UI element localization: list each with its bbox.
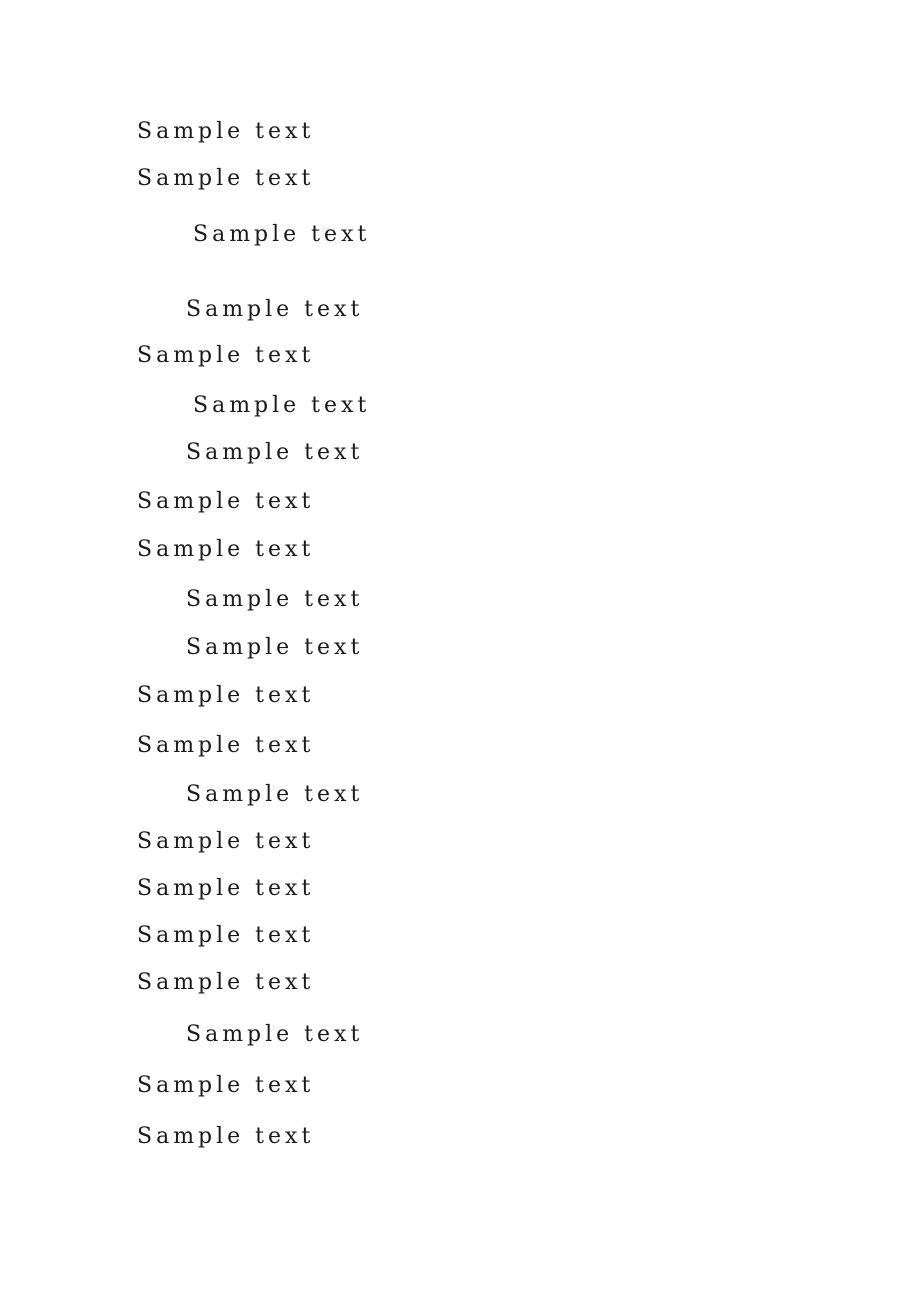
paragraph-line: Sample text xyxy=(186,440,364,465)
paragraph-line: Sample text xyxy=(137,876,315,901)
section-heading: Sample text xyxy=(193,393,371,418)
paragraph-line: Sample text xyxy=(137,733,315,758)
paragraph-line: Sample text xyxy=(137,923,315,948)
paragraph-line: Sample text xyxy=(137,970,315,995)
section-heading: Sample text xyxy=(186,587,364,612)
section-heading: Sample text xyxy=(193,222,371,247)
paragraph-line: Sample text xyxy=(137,537,315,562)
paragraph-line: Sample text xyxy=(137,829,315,854)
paragraph-line: Sample text xyxy=(137,119,315,144)
paragraph-line: Sample text xyxy=(137,1124,315,1149)
paragraph-line: Sample text xyxy=(137,683,315,708)
paragraph-line: Sample text xyxy=(137,489,315,514)
paragraph-line: Sample text xyxy=(137,1073,315,1098)
paragraph-line: Sample text xyxy=(137,166,315,191)
paragraph-line: Sample text xyxy=(137,343,315,368)
paragraph-line: Sample text xyxy=(186,635,364,660)
paragraph-line: Sample text xyxy=(186,1022,364,1047)
paragraph-line: Sample text xyxy=(186,782,364,807)
paragraph-line: Sample text xyxy=(186,297,364,322)
